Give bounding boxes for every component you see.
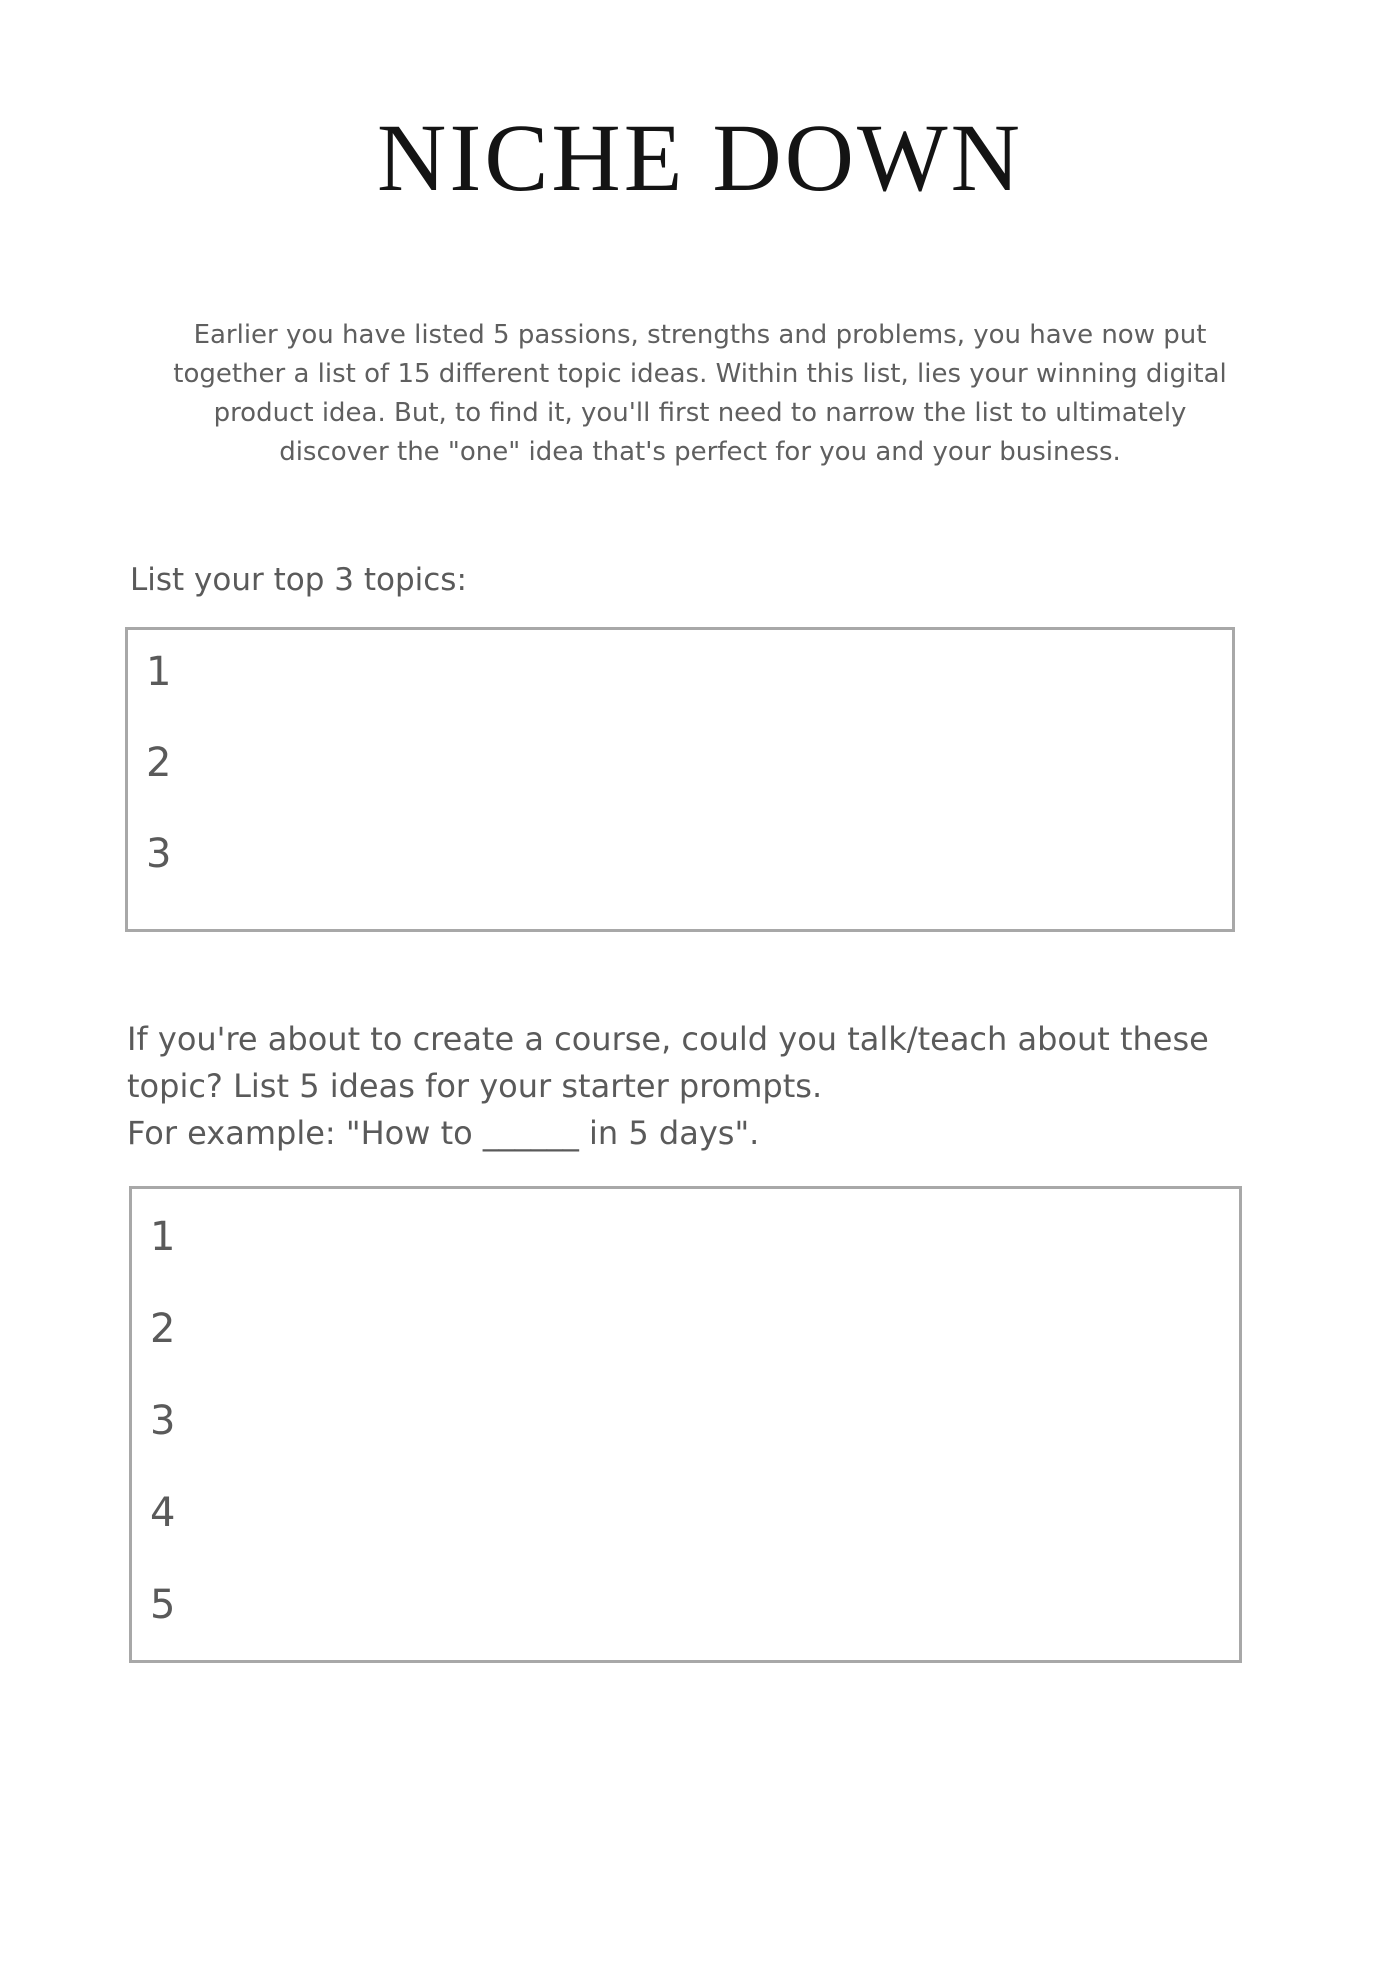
intro-line: product idea. But, to find it, you'll first need to narrow the list to ultimately <box>213 398 1187 428</box>
intro-line: discover the "one" idea that's perfect for you and your business. <box>279 437 1121 467</box>
starter-prompts-box[interactable] <box>129 1186 1242 1663</box>
prompt-number: 4 <box>150 1490 176 1536</box>
question-line: For example: "How to ______ in 5 days". <box>127 1114 760 1152</box>
topic-number: 2 <box>146 740 172 786</box>
course-question <box>127 1016 1277 1157</box>
topic-number: 3 <box>146 831 172 877</box>
prompt-number: 5 <box>150 1582 176 1628</box>
top-topics-box[interactable] <box>125 627 1235 932</box>
prompt-number: 1 <box>150 1214 176 1260</box>
intro-line: Earlier you have listed 5 passions, strengths and problems, you have now put <box>193 320 1207 350</box>
page-title: NICHE DOWN <box>377 104 1023 211</box>
prompt-number: 3 <box>150 1398 176 1444</box>
intro-paragraph <box>150 316 1250 472</box>
topic-number: 1 <box>146 649 172 695</box>
prompt-number: 2 <box>150 1306 176 1352</box>
top-topics-label: List your top 3 topics: <box>130 562 467 598</box>
intro-line: together a list of 15 different topic ideas. Within this list, lies your winning digital <box>173 359 1227 389</box>
question-line: topic? List 5 ideas for your starter prompts. <box>127 1067 823 1105</box>
question-line: If you're about to create a course, could you talk/teach about these <box>127 1020 1209 1058</box>
